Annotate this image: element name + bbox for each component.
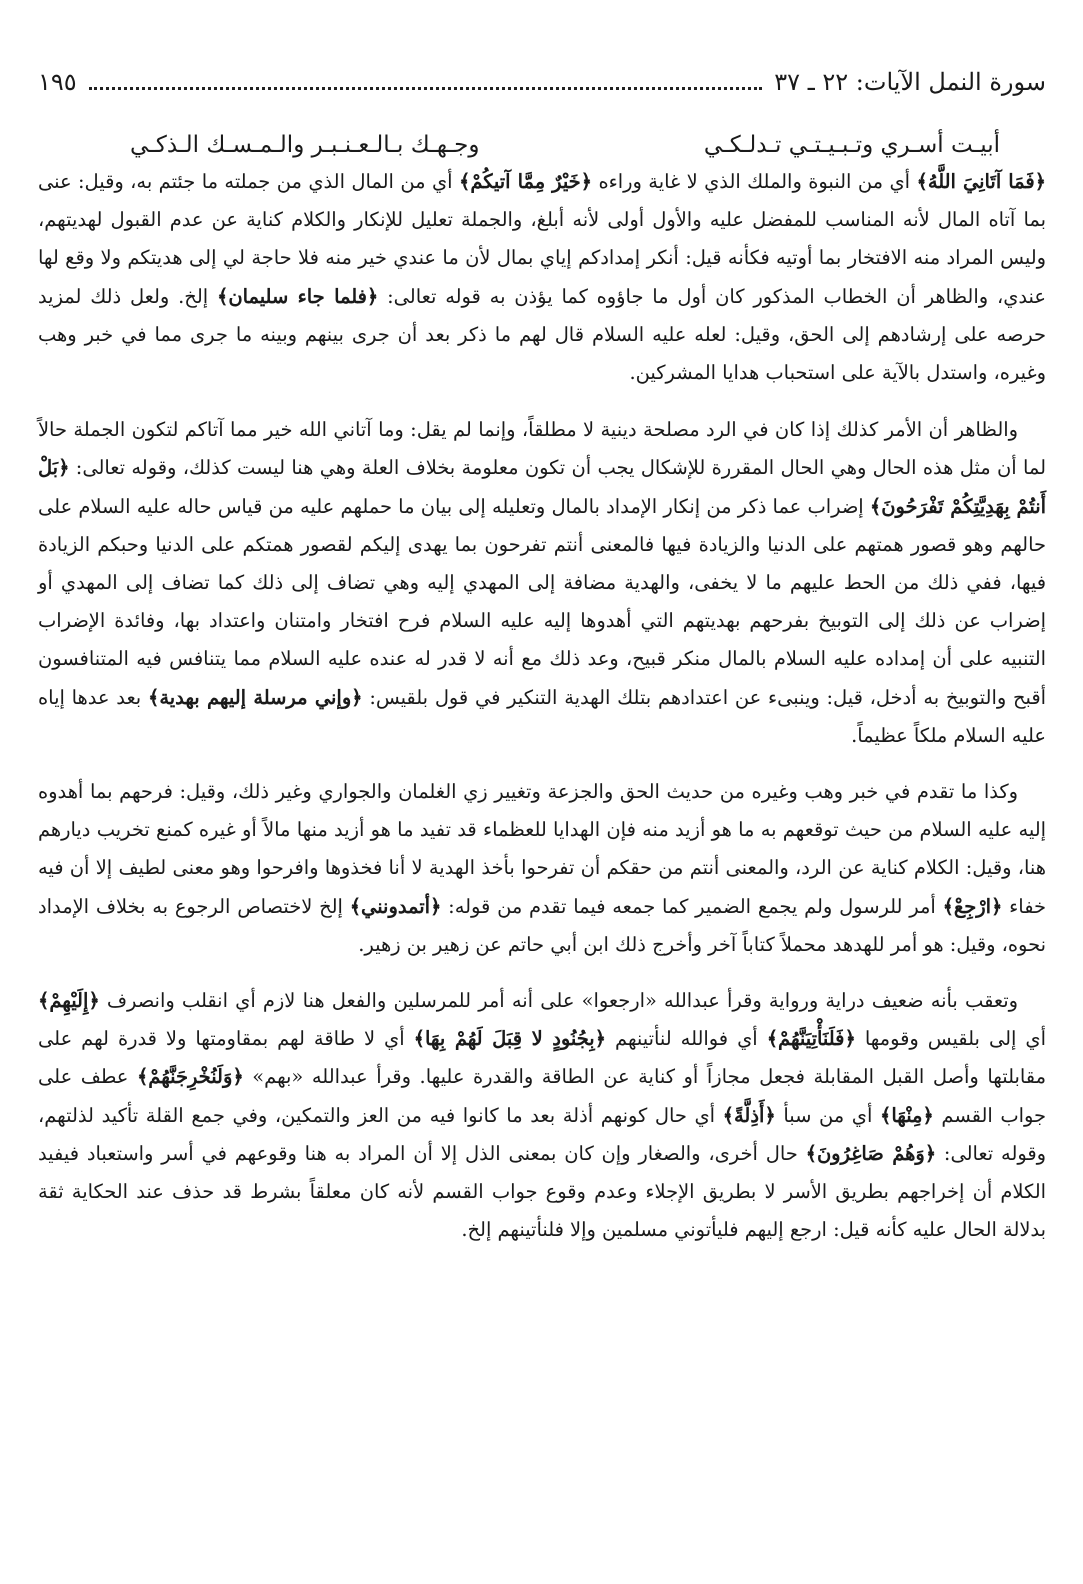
body-text: حال أخرى، والصغار وإن كان بمعنى الذل إلا أن المراد به هنا وقوعهم في أسر واستعباد فيفيد الكلام أن إخراجهم بطريق الأسر لا بطريق الإجلاء وعدم وقوع جواب القسم لأنه كان معلقاً بشرط قد حذف عند الحكاية ثقة بدلالة الحال عليه كأنه قيل: ارجع إليهم فليأتوني مسلمين وإلا فلنأتينهم إلخ. [38,1141,1046,1242]
body-text: أي فوالله لنأتينهم [606,1027,767,1051]
body-text: أي من المال الذي من جملته ما جئتم به، وقيل: عنى بما آتاه المال لأنه المناسب للمفضل عليه والأول أولى لأنه أبلغ، والجملة تعليل للإنكار والكلام كناية عن عدم القبول لهديتهم، وليس المراد منه الافتخار بما أوتيه فكأنه قيل: أنكر إمدادكم إياي بمال لأن ما عندي خير منه فلا حاجة لي إلى هديتكم ولا وقع لها عندي، والظاهر أن الخطاب المذكور كان أول ما جاؤوه كما يؤذن به قوله تعالى: [38,170,1046,308]
quran-quote: ﴿وَهُمْ صَاغِرُونَ﴾ [805,1141,937,1165]
paragraph-2 [38,411,1046,755]
book-page [38,62,1046,1562]
quran-quote: ﴿ارْجِعْ﴾ [942,894,1003,918]
paragraph-4 [38,982,1046,1249]
quran-quote: ﴿بَلْ أَنتُمْ بِهَدِيَّتِكُمْ تَفْرَحُونَ﴾ [38,456,1046,518]
body-text: أي من سبأ [775,1103,880,1127]
page-number: ١٩٥ [38,68,77,96]
body-text: أي من النبوة والملك الذي لا غاية وراءه [592,170,917,193]
quran-quote: ﴿فَلَنَأْتِيَنَّهُمْ﴾ [766,1027,856,1051]
body-text: وتعقب بأنه ضعيف دراية ورواية وقرأ عبدالله «ارجعوا» على أنه أمر للمرسلين والفعل هنا لازم أي انقلب وانصرف [99,989,1018,1013]
poetry-verse [38,128,1046,162]
quran-quote: ﴿بِجُنُودٍ لا قِبَلَ لَهُمْ بِهَا﴾ [413,1027,607,1051]
body-text: أي لا طاقة لهم بمقاومتها ولا قدرة لهم على مقابلتها وأصل القبل المقابلة فجعل مجازاً أو كناية عن الطاقة والقدرة عليها. وقرأ عبدالله «بهم» [38,1027,1046,1089]
surah-title: سورة النمل الآيات: ٢٢ ـ ٣٧ [774,68,1046,96]
body-text: إضراب عما ذكر من إنكار الإمداد بالمال وتعليله إلى بيان ما حملهم عليه من قياس حاله عليه السلام على حالهم وهو قصور همتهم على الدنيا والزيادة فيها فالمعنى أنتم تفرحون بما يهدى إليكم لقصور همتكم على الدنيا وحبكم الزيادة فيها، ففي ذلك من الحط عليهم ما لا يخفى، والهدية مضافة إلى المهدي إليه وهي تضاف إلى ذلك كما تضاف إلى المهدي أو إضراب عن ذلك إلى التوبيخ بفرحهم بهديتهم التي أهدوها إليه عليه السلام فرح افتخار وامتنان واعتداد بها، وفائدة الإضراب التنبيه على أن إمداده عليه السلام بالمال منكر قبيح، وعد ذلك مع أنه لا قدر له عنده عليه السلام مما يتنافس فيه المتنافسون أقبح والتوبيخ به أدخل، قيل: وينبىء عن اعتدادهم بتلك الهدية التنكير في قول بلقيس: [38,494,1046,709]
quran-quote: ﴿إِلَيْهِمْ﴾ [38,989,100,1013]
dotted-leader [89,87,763,90]
quran-quote: ﴿أتمدونني﴾ [349,894,442,918]
body-text: والظاهر أن الأمر كذلك إذا كان في الرد مصلحة دينية لا مطلقاً، وإنما لم يقل: وما آتاني الله خير مما آتاكم لتكون الجملة حالاً لما أن مثل هذه الحال وهي الحال المقررة للإشكال يجب أن تكون معلومة بخلاف العلة وهي هنا ليست كذلك، وقوله تعالى: [38,418,1046,480]
quran-quote: ﴿وإني مرسلة إليهم بهدية﴾ [147,685,363,709]
body-text: وكذا ما تقدم في خبر وهب وغيره من حديث الحق والجزعة وتغيير زي الغلمان والجواري وغير ذلك، وقيل: فرحهم بما أهدوه إليه عليه السلام من حيث توقعهم به ما هو أزيد منه فإن الهدايا للعظماء قد تفيد ما هو أزيد منها مالاً أو غيره كمنع تخريب ديارهم هنا، وقيل: الكلام كناية عن الرد، والمعنى أنتم من حقكم أن تفرحوا بأخذ الهدية لا أنا فخذوها وافرحوا وهو معنى لطيف إلا أن فيه خفاء [38,780,1046,918]
body-text: أمر للرسول ولم يجمع الضمير كما جمعه فيما تقدم من قوله: [441,894,943,918]
quran-quote: ﴿وَلَنُخْرِجَنَّهُمْ﴾ [136,1065,244,1089]
quran-quote: ﴿فَمَا آتَانِيَ اللَّهُ﴾ [916,170,1046,193]
quran-quote: ﴿فلما جاء سليمان﴾ [216,284,379,308]
running-header [38,62,1046,102]
body-text: إلخ. ولعل ذلك لمزيد حرصه على إرشادهم إلى الحق، وقيل: لعله عليه السلام قال لهم ما ذكر بعد أن جرى بينهم وبينه ما جرى مما في خبر وهب وغيره، واستدل بالآية على استحباب هدايا المشركين. [38,284,1046,385]
body-text: إلخ لاختصاص الرجوع به بخلاف الإمداد نحوه، وقيل: هو أمر للهدهد محملاً كتاباً آخر وأخرج ذلك ابن أبي حاتم عن زهير بن زهير. [38,894,1046,956]
quran-quote: ﴿أَذِلَّةً﴾ [722,1103,776,1127]
body-text: بعد عدها إياه عليه السلام ملكاً عظيماً. [38,685,1046,747]
paragraph-1 [38,163,1046,392]
verse-right-hemistich: أبيـت أسـري وتـبـيـتـي تـدلـكـي [703,132,1000,158]
body-text: أي حال كونهم أذلة بعد ما كانوا فيه من العز والتمكين، وفي جمع القلة تأكيد لذلتهم، وقوله تعالى: [38,1103,1046,1165]
paragraph-3 [38,773,1046,964]
verse-left-hemistich: وجـهـك بـالـعـنـبـر والـمـسـك الـذكـي [130,132,480,158]
quran-quote: ﴿مِنْهَا﴾ [879,1103,934,1127]
quran-quote: ﴿خَيْرٌ مِمَّا آتيكُمْ﴾ [458,170,593,193]
body-text: عطف على جواب القسم [38,1065,1047,1127]
body-text: أي إلى بلقيس وقومها [855,1027,1046,1051]
